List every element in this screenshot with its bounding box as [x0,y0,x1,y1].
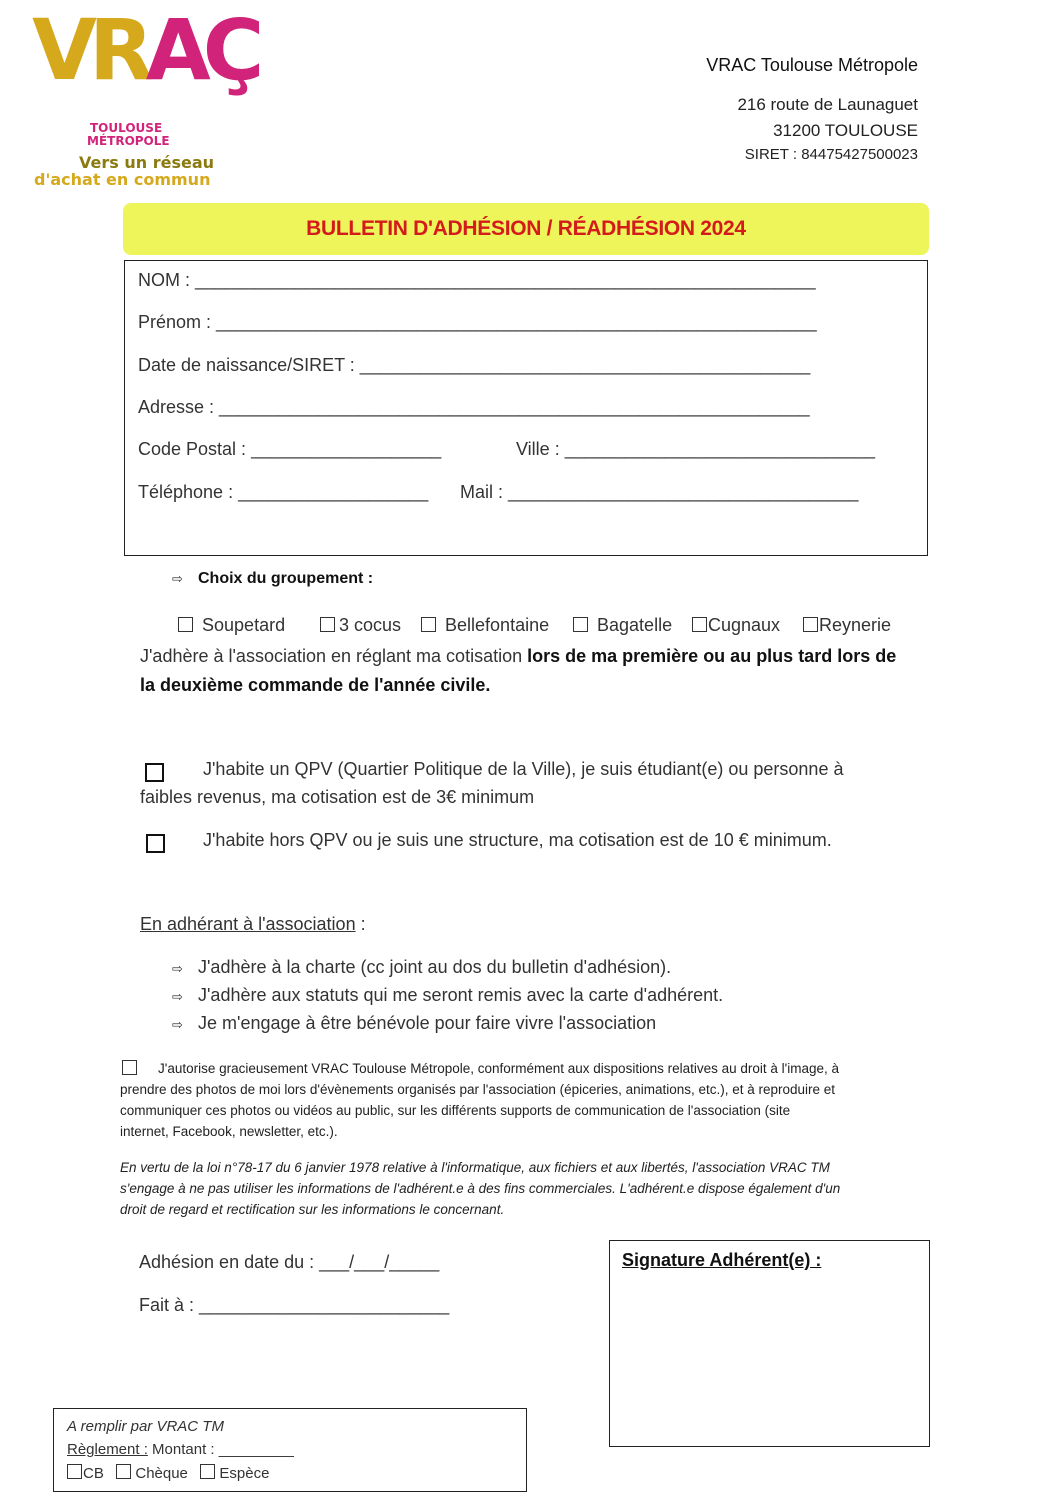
arrow-icon: ⇨ [172,989,183,1004]
cotisation-intro-text: J'adhère à l'association en réglant ma cotisation [140,646,528,666]
cotisation-intro-bold-2: la deuxième commande de l'année civile. [140,675,491,695]
code-postal-field[interactable]: Code Postal : ___________________ [138,439,442,459]
droit-image-line: J'autorise gracieusement VRAC Toulouse Métropole, conformément aux dispositions relatives au droit à l'image, à [158,1061,839,1076]
siret: SIRET : 84475427500023 [744,146,918,163]
checkbox-icon[interactable] [200,1464,215,1479]
adhesion-date-field[interactable]: Adhésion en date du : ___/___/_____ [139,1252,440,1272]
groupement-label: 3 cocus [339,615,402,635]
qpv-option-line-1: J'habite un QPV (Quartier Politique de la Ville), je suis étudiant(e) ou personne à [203,759,844,779]
payment-options [67,1464,269,1482]
montant-field[interactable]: Montant : _________ [147,1441,294,1458]
logo-tagline-1: Vers un réseau [79,153,214,172]
droit-image-line: internet, Facebook, newsletter, etc.). [120,1124,338,1139]
engagement-item [172,957,671,978]
page-title-text: BULLETIN D'ADHÉSION / RÉADHÉSION 2024 [306,217,746,240]
groupement-option-bellefontaine[interactable] [421,615,549,636]
adresse-field[interactable]: Adresse : ___________________________________________________________ [138,397,810,417]
payment-option-label: CB [83,1465,104,1482]
engagement-heading-text: En adhérant à l'association [140,914,356,934]
address-street: 216 route de Launaguet [737,95,918,114]
hors-qpv-option: J'habite hors QPV ou je suis une structure, ma cotisation est de 10 € minimum. [203,830,832,850]
droit-image-text [120,1058,900,1142]
logo-city: TOULOUSE [90,121,163,135]
groupement-option-soupetard[interactable] [178,615,285,636]
payment-option-label: Espèce [219,1465,270,1482]
payment-option-espece[interactable] [200,1465,269,1482]
nom-field[interactable]: NOM : ______________________________________________________________ [138,270,816,290]
engagement-item [172,985,723,1006]
checkbox-icon[interactable] [692,617,707,632]
payment-reglement [67,1441,294,1458]
engagement-item-text: J'adhère à la charte (cc joint au dos du bulletin d'adhésion). [198,957,672,977]
reglement-label: Règlement : [67,1441,148,1458]
engagement-item-text: Je m'engage à être bénévole pour faire vivre l'association [198,1013,657,1033]
checkbox-icon[interactable] [178,617,193,632]
telephone-field[interactable]: Téléphone : ___________________ [138,482,429,502]
org-name: VRAC Toulouse Métropole [706,55,918,75]
groupement-label: Bellefontaine [445,615,550,635]
signature-label: Signature Adhérent(e) : [622,1250,822,1270]
payment-option-cb[interactable] [67,1465,104,1482]
vrac-logo [32,1,257,190]
groupement-option-3-cocus[interactable] [320,615,401,636]
groupement-label: Cugnaux [708,615,781,635]
checkbox-icon[interactable] [116,1464,131,1479]
cotisation-intro-bold: lors de ma première ou au plus tard lors de [527,646,897,666]
engagement-item [172,1013,656,1034]
checkbox-icon[interactable] [320,617,335,632]
groupement-option-cugnaux[interactable] [692,615,780,636]
hors-qpv-checkbox[interactable] [146,834,165,853]
payment-option-label: Chèque [135,1465,188,1482]
arrow-icon: ⇨ [172,1017,183,1032]
arrow-icon: ⇨ [172,571,183,586]
mail-field[interactable]: Mail : ___________________________________ [460,482,859,502]
loi-line: s'engage à ne pas utiliser les informations de l'adhérent.e à des fins commerciales. L'adhérent.e dispose également d'un [120,1181,841,1196]
groupement-option-reynerie[interactable] [803,615,891,636]
logo-area: MÉTROPOLE [87,134,170,148]
checkbox-icon[interactable] [421,617,436,632]
loi-line: droit de regard et rectification sur les informations le concernant. [120,1202,505,1217]
groupement-label: Soupetard [202,615,286,635]
loi-informatique-text [120,1157,900,1220]
prenom-field[interactable]: Prénom : ____________________________________________________________ [138,312,817,332]
droit-image-line: prendre des photos de moi lors d'évènements organisés par l'association (épiceries, animations, etc.), et à reproduire et [120,1082,836,1097]
droit-image-line: communiquer ces photos ou vidéos au public, sur les différents supports de communication de l'association (site [120,1103,791,1118]
logo-wordmark: VRAÇ [32,1,257,99]
naissance-field[interactable]: Date de naissance/SIRET : _____________________________________________ [138,355,811,375]
groupement-heading-text: Choix du groupement : [198,570,374,587]
cotisation-intro [140,646,896,667]
page-title [123,203,929,255]
payment-title: A remplir par VRAC TM [67,1418,224,1435]
qpv-option-line-2: faibles revenus, ma cotisation est de 3€ minimum [140,787,535,807]
signature-box[interactable] [609,1240,930,1447]
groupement-heading [172,570,373,588]
groupement-label: Reynerie [819,615,892,635]
groupement-option-bagatelle[interactable] [573,615,672,636]
loi-line: En vertu de la loi n°78-17 du 6 janvier 1978 relative à l'informatique, aux fichiers et aux libertés, l'association VRAC TM [120,1160,830,1175]
logo-tagline-2: d'achat en commun [34,170,211,189]
ville-field[interactable]: Ville : _______________________________ [516,439,876,459]
checkbox-icon[interactable] [573,617,588,632]
address-city: 31200 TOULOUSE [773,121,918,140]
cotisation-intro-line-2 [140,675,490,696]
fait-a-field[interactable]: Fait à : _________________________ [139,1295,450,1315]
engagement-item-text: J'adhère aux statuts qui me seront remis avec la carte d'adhérent. [198,985,724,1005]
groupement-label: Bagatelle [597,615,673,635]
engagement-heading [140,914,366,935]
checkbox-icon[interactable] [803,617,818,632]
checkbox-icon[interactable] [67,1464,82,1479]
arrow-icon: ⇨ [172,961,183,976]
payment-option-cheque[interactable] [116,1465,188,1482]
engagement-heading-suffix: : [355,914,366,934]
qpv-checkbox[interactable] [145,763,164,782]
